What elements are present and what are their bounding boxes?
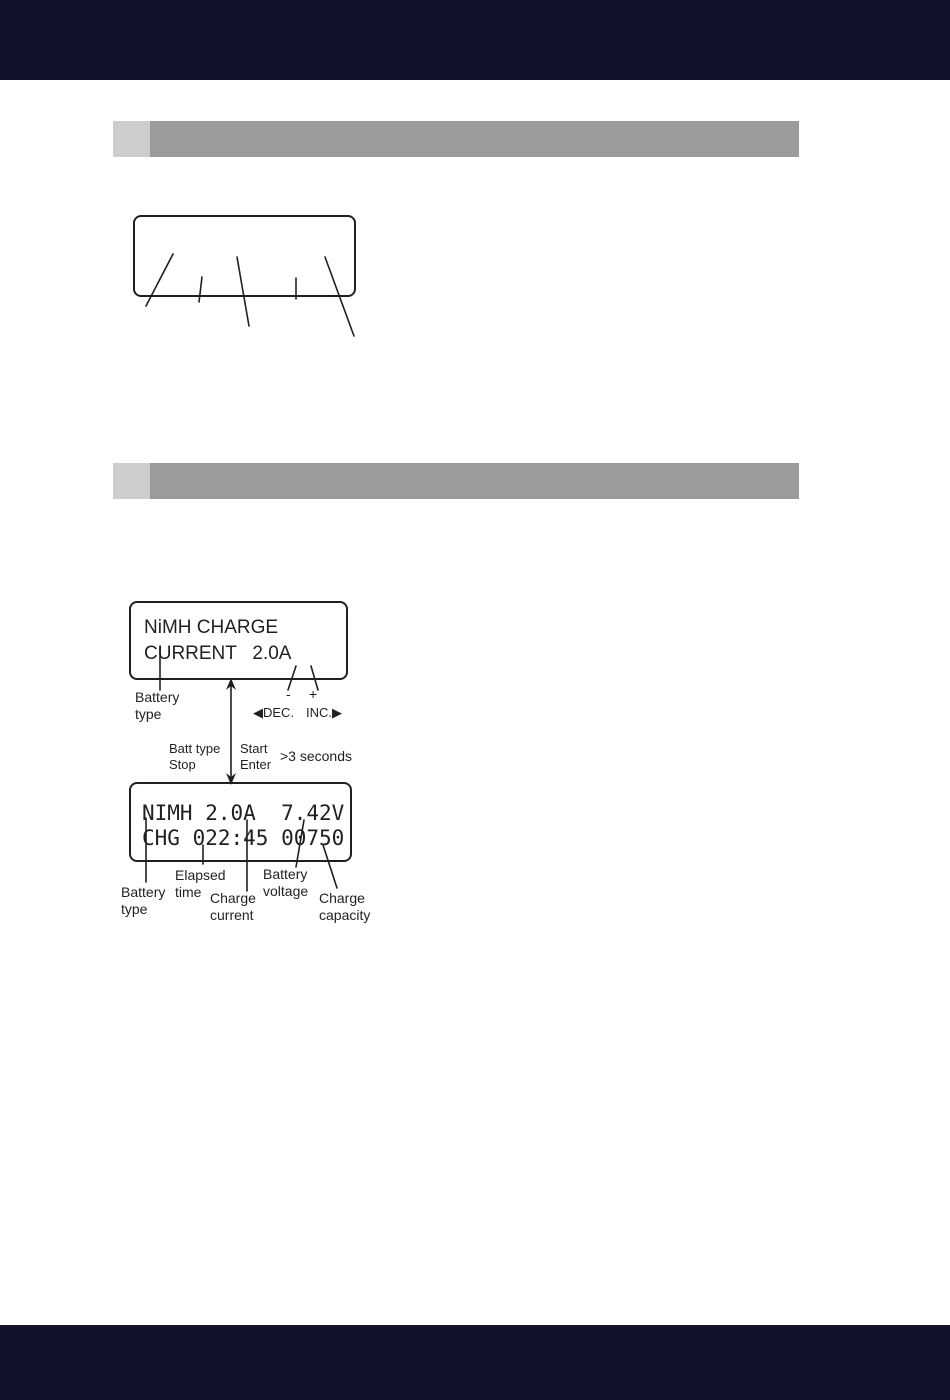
label-batt-type-stop: Batt type Stop <box>169 741 221 772</box>
label-charge-capacity: Charge capacity <box>319 890 371 923</box>
lcd-charging-line-2: CHG 022:45 00750 <box>142 826 345 850</box>
lcd-charging-line-1: NIMH 2.0A 7.42V <box>142 801 345 825</box>
callout-line <box>323 845 337 888</box>
lcd-setup-line-1: NiMH CHARGE <box>144 617 279 638</box>
label-battery-type-2: Battery type <box>121 884 166 917</box>
label-charge-current: Charge current <box>210 890 256 923</box>
dec-button-label: ◀DEC. <box>253 705 295 720</box>
lcd-setup-line-2: CURRENT 2.0A <box>144 643 292 664</box>
callout-line <box>199 277 202 302</box>
callout-line <box>146 254 173 306</box>
label-start-enter: Start Enter <box>240 741 272 772</box>
callout-line <box>325 257 354 336</box>
inc-button-label: INC.▶ <box>306 705 342 720</box>
label-elapsed-time: Elapsed time <box>175 867 226 900</box>
label-battery-voltage: Battery voltage <box>263 866 309 899</box>
label-minus: - <box>286 686 291 702</box>
callout-line <box>237 257 249 326</box>
label-battery-type: Battery type <box>135 689 180 722</box>
label-hold-duration: >3 seconds <box>280 748 352 764</box>
callout-line <box>296 820 304 867</box>
label-plus: + <box>309 686 318 702</box>
